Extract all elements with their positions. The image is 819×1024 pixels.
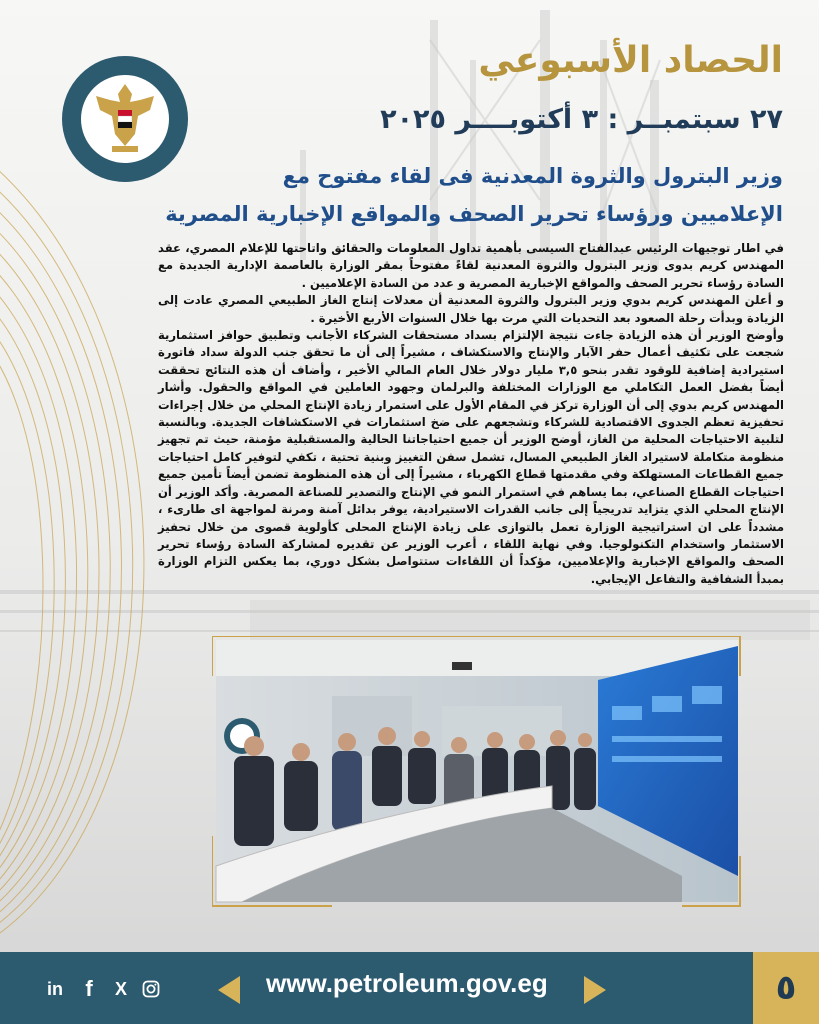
instagram-icon[interactable]	[142, 980, 160, 998]
website-link[interactable]: www.petroleum.gov.eg	[266, 968, 548, 998]
article-paragraph: في اطار توجيهات الرئيس عبدالفتاح السيسى بأهمية تداول المعلومات والحقائق واتاحتها للإعلام المصري، عقد المهندس كريم بدوى وزير البترول والثروة المعدنية لقاءً مفتوحاً بمقر الوزارة بالعاصمة الإدارية الجديدة مع السادة رؤساء تحرير الصحف والمواقع الإخبارية المصرية و عدد من السادة الإعلاميين .	[158, 241, 784, 290]
date-range: ٢٧ سبتمبــر : ٣ أكتوبــــر ٢٠٢٥	[380, 104, 783, 135]
article-paragraph: وأوضح الوزير أن هذه الزيادة جاءت نتيجة الإلتزام بسداد مستحقات الشركاء الأجانب وتطبيق حوافز استثمارية شجعت على تكثيف أعمال حفر الآبار والإنتاج والاستكشاف ، مشيراً إلى أن ما تحقق جنب الدولة سداد فاتورة استيرادية إضافية للوقود تقدر بنحو ٣,٥ مليار دولار خلال العام المالي الأخير ، وأضاف أن هذه النتائج تحققت أيضاً بفضل العمل التكاملي مع الوزارات المختلفة والبرلمان وجهود العاملين في المواقع والحقول. وأشار المهندس كريم بدوي إلى أن الوزارة تركز في المقام الأول على استمرار زيادة الإنتاج المحلي من خلال إجراءات تحفيزية تعظم الجدوى الاقتصادية للشركاء وتشجعهم على ضخ استثمارات في الاستكشافات الجديدة. وبالنسبة لتلبية الاحتياجات المحلية من الغاز، أوضح الوزير أن جميع احتياجاتنا الحالية والمستقبلية مؤمنة، حيث تم تجهيز منظومة متكاملة لاستيراد الغاز الطبيعي المسال، تشمل سفن التغييز وبنية تحتية ، تكفي لتوفير كامل احتياجات جميع القطاعات المستهلكة وفي مقدمتها قطاع الكهرباء ، مشيراً إلى أن هذه المنظومة تضمن أيضاً تأمين جميع احتياجات القطاع الصناعي، بما يساهم في استمرار النمو في الإنتاج والتصدير للصناعة المصرية. وأكد الوزير أن الإنتاج المحلي الذي يتزايد تدريجياً إلى جانب القدرات الاستيرادية، يوفر بدائل آمنة ومرنة لمواجهة اى طارىء ، مشدداً على ان استراتيجية الوزارة تعمل بالتوازى على زيادة الإنتاج المحلى كأولوية قصوى من خلال تحفيز الاستثمار واستخدام التكنولوجيا. وفي نهاية اللقاء ، أعرب الوزير عن تقديره لمشاركة السادة رؤساء تحرير الصحف والمواقع الإخبارية والإعلاميين، مؤكداً أن اللقاءات ستتواصل بشكل دوري، بما يعكس التزام الوزارة بمبدأ الشفافية والتفاعل الإيجابي.	[158, 328, 784, 586]
headline-line-2: الإعلاميين ورؤساء تحرير الصحف والمواقع الإخبارية المصرية	[165, 202, 783, 226]
facebook-icon[interactable]: f	[85, 976, 93, 1001]
article-body	[158, 240, 784, 588]
article-headline	[163, 157, 783, 233]
page-title: الحصاد الأسبوعي	[478, 40, 783, 81]
previous-arrow-icon[interactable]	[218, 976, 240, 1004]
meeting-photo	[212, 636, 742, 908]
article-paragraph: و أعلن المهندس كريم بدوي وزير البترول والثروة المعدنية أن معدلات إنتاج الغاز الطبيعي المصري عادت إلى الزيادة وبدأت رحلة الصعود بعد التحديات التي مرت بها خلال السنوات الأربع الأخيرة .	[158, 293, 784, 325]
x-twitter-icon[interactable]: X	[114, 979, 127, 999]
headline-line-1: وزير البترول والثروة المعدنية فى لقاء مفتوح مع	[282, 164, 783, 188]
page-number: ٥	[753, 952, 819, 1024]
linkedin-icon[interactable]: in	[47, 979, 63, 999]
next-arrow-icon[interactable]	[584, 976, 606, 1004]
